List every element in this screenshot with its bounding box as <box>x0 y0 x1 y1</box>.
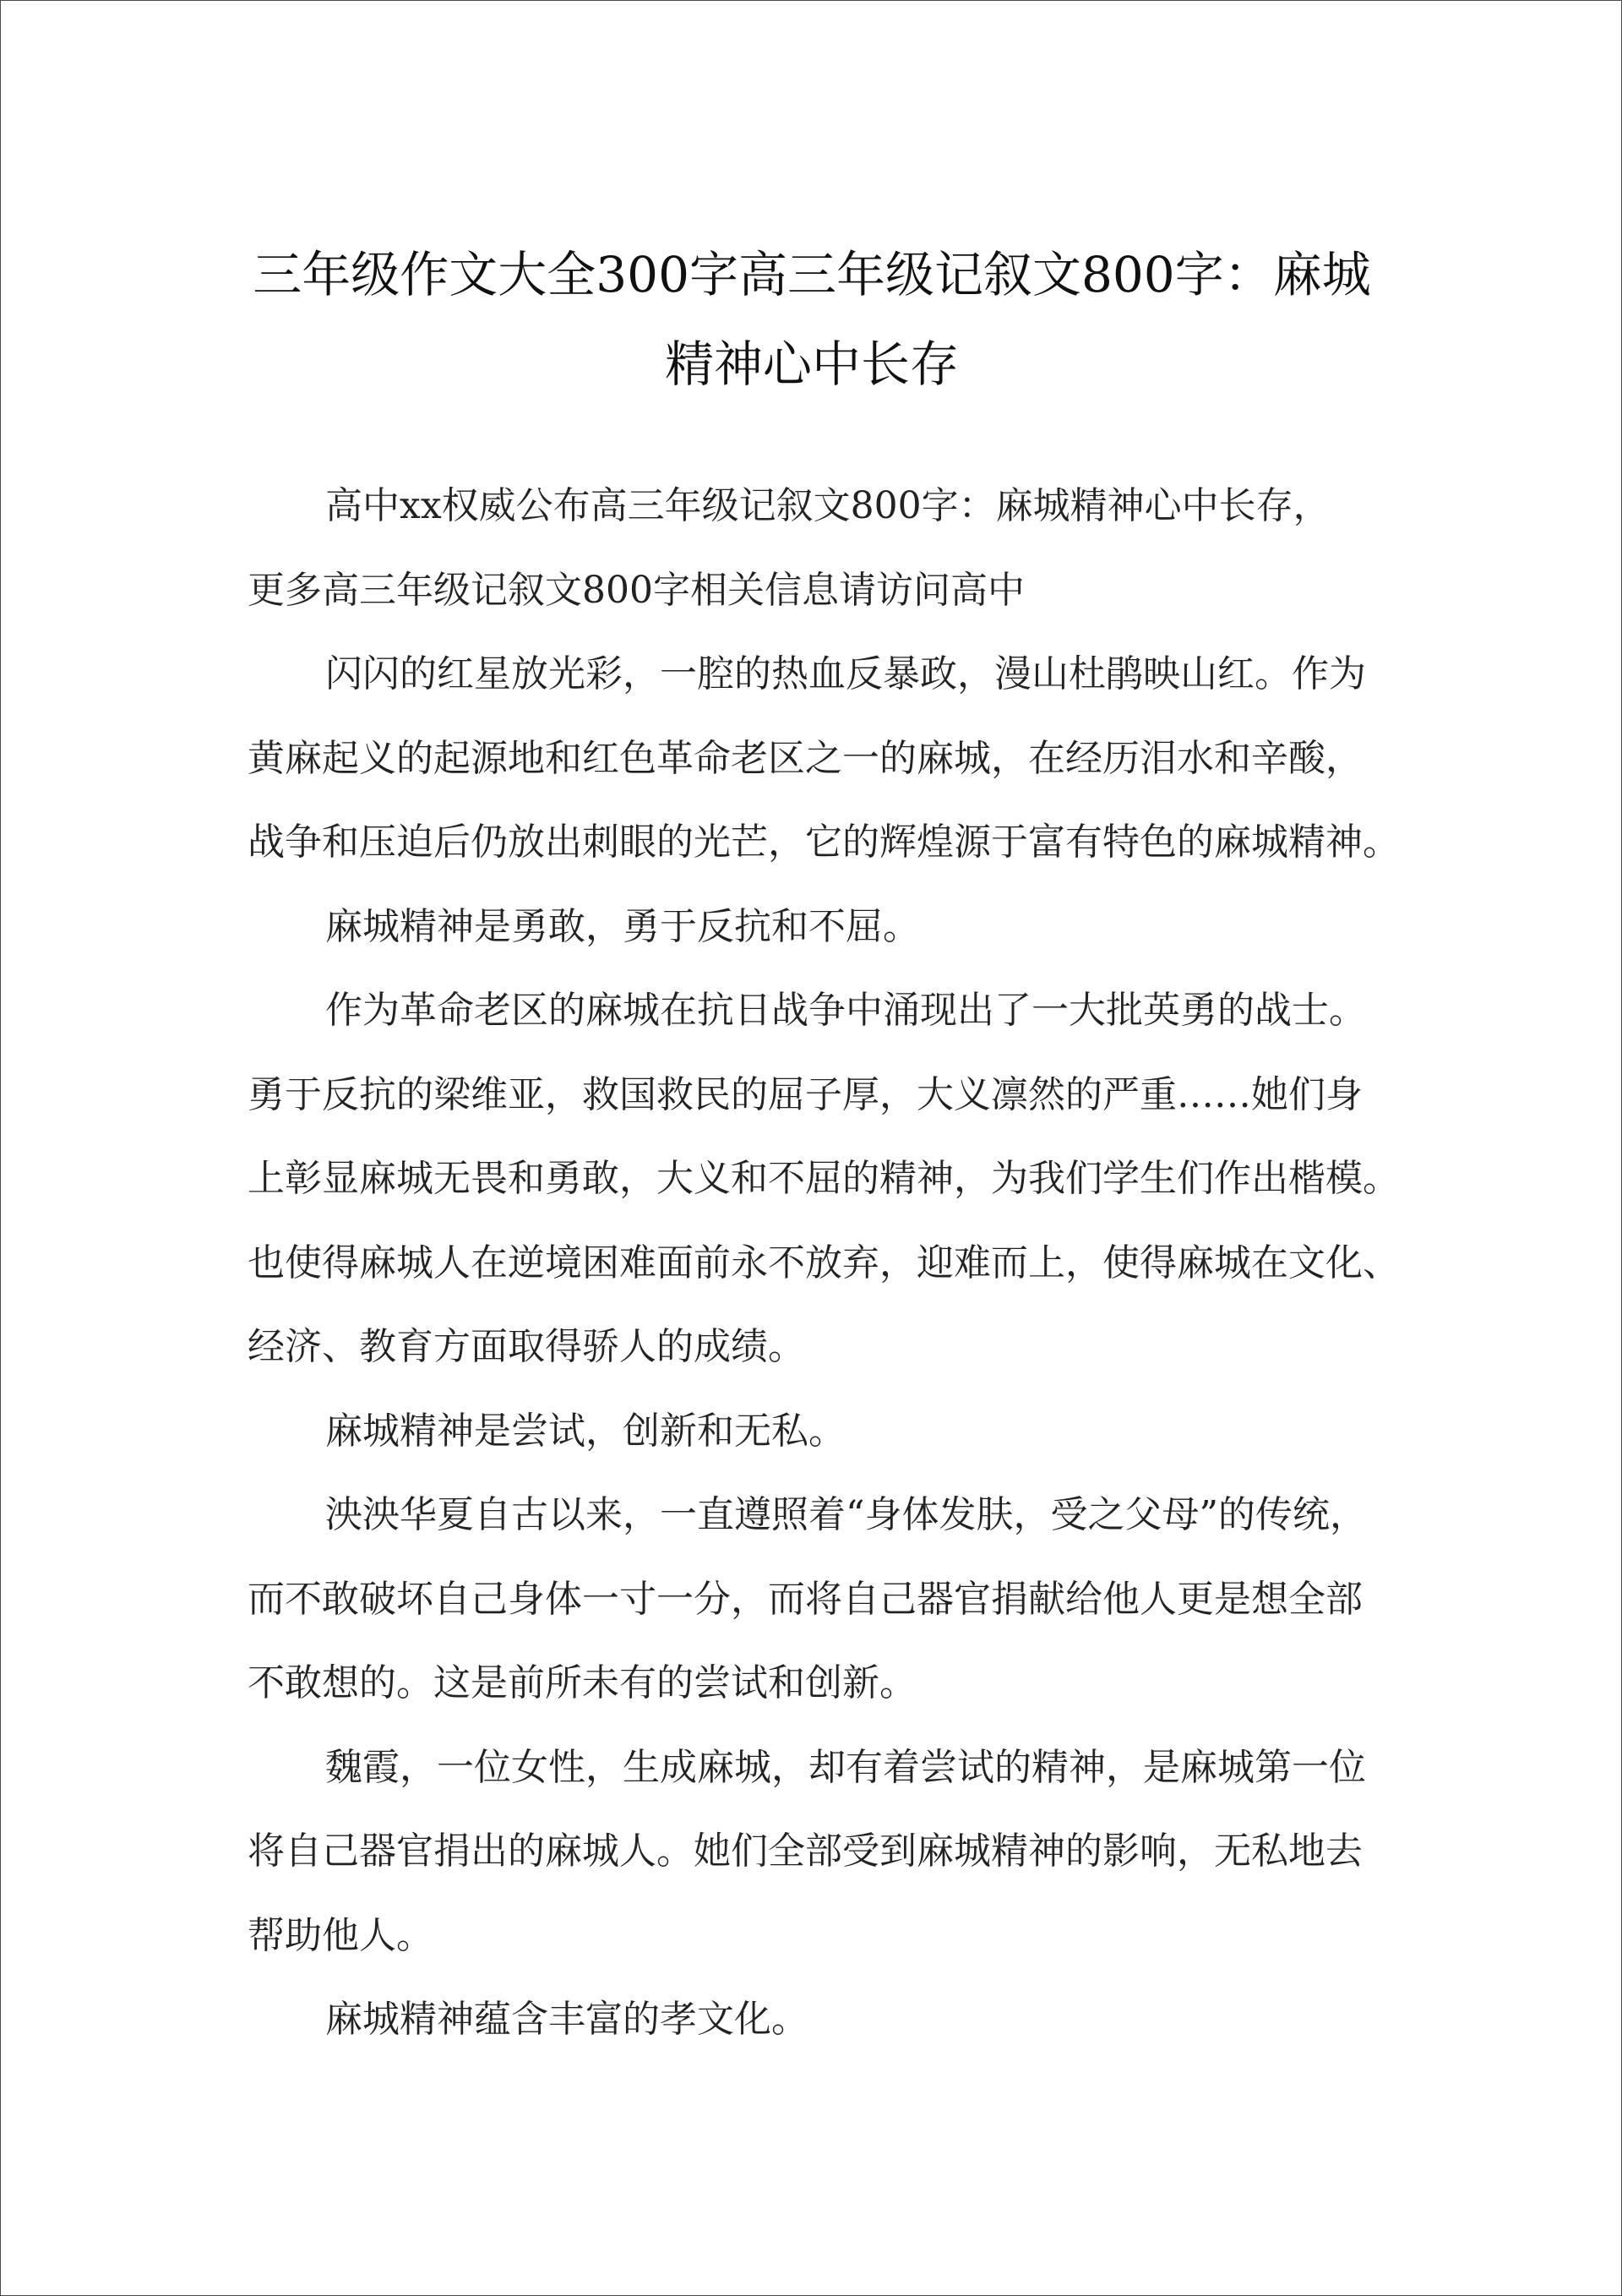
body-line-16: 魏霞，一位女性，生成麻城，却有着尝试的精神，是麻城第一位 <box>325 1745 1366 1789</box>
body-line-5: 战争和压迫后仍放出刺眼的光芒，它的辉煌源于富有特色的麻城精神。 <box>248 821 1400 864</box>
body-line-2: 更多高三年级记叙文800字相关信息请访问高中 <box>248 568 1025 612</box>
body-line-1: 高中xx权威公布高三年级记叙文800字：麻城精神心中长存， <box>325 484 1331 527</box>
body-line-14: 而不敢破坏自己身体一寸一分，而将自己器官捐献给他人更是想全部 <box>248 1577 1363 1621</box>
body-line-13: 泱泱华夏自古以来，一直遵照着“身体发肤，受之父母”的传统， <box>325 1493 1367 1536</box>
body-line-8: 勇于反抗的梁维亚，救国救民的屈子厚，大义凛然的严重……她们身 <box>248 1072 1363 1116</box>
document-title <box>246 230 1378 409</box>
body-line-15: 不敢想的。这是前所未有的尝试和创新。 <box>248 1661 917 1704</box>
body-line-17: 将自己器官捐出的麻城人。她们全部受到麻城精神的影响，无私地去 <box>248 1830 1363 1873</box>
body-line-11: 经济、教育方面取得骄人的成绩。 <box>248 1325 805 1368</box>
body-line-7: 作为革命老区的麻城在抗日战争中涌现出了一大批英勇的战士。 <box>325 989 1366 1032</box>
body-line-6: 麻城精神是勇敢，勇于反抗和不屈。 <box>325 904 920 948</box>
body-line-9: 上彰显麻城无畏和勇敢，大义和不屈的精神，为我们学生们作出楷模。 <box>248 1157 1400 1200</box>
body-line-3: 闪闪的红星放光彩，一腔的热血反暴政，漫山杜鹃映山红。作为 <box>325 652 1366 695</box>
body-line-12: 麻城精神是尝试，创新和无私。 <box>325 1409 846 1453</box>
title-line-1: 三年级作文大全300字高三年级记叙文800字：麻城 <box>253 245 1371 303</box>
title-line-2: 精神心中长存 <box>664 335 959 393</box>
body-line-18: 帮助他人。 <box>248 1913 433 1957</box>
body-line-4: 黄麻起义的起源地和红色革命老区之一的麻城，在经历泪水和辛酸， <box>248 736 1363 780</box>
body-line-19: 麻城精神蕴含丰富的孝文化。 <box>325 1998 808 2041</box>
body-line-10: 也使得麻城人在逆境困难面前永不放弃，迎难而上，使得麻城在文化、 <box>248 1241 1400 1284</box>
document-body <box>248 464 1400 2062</box>
